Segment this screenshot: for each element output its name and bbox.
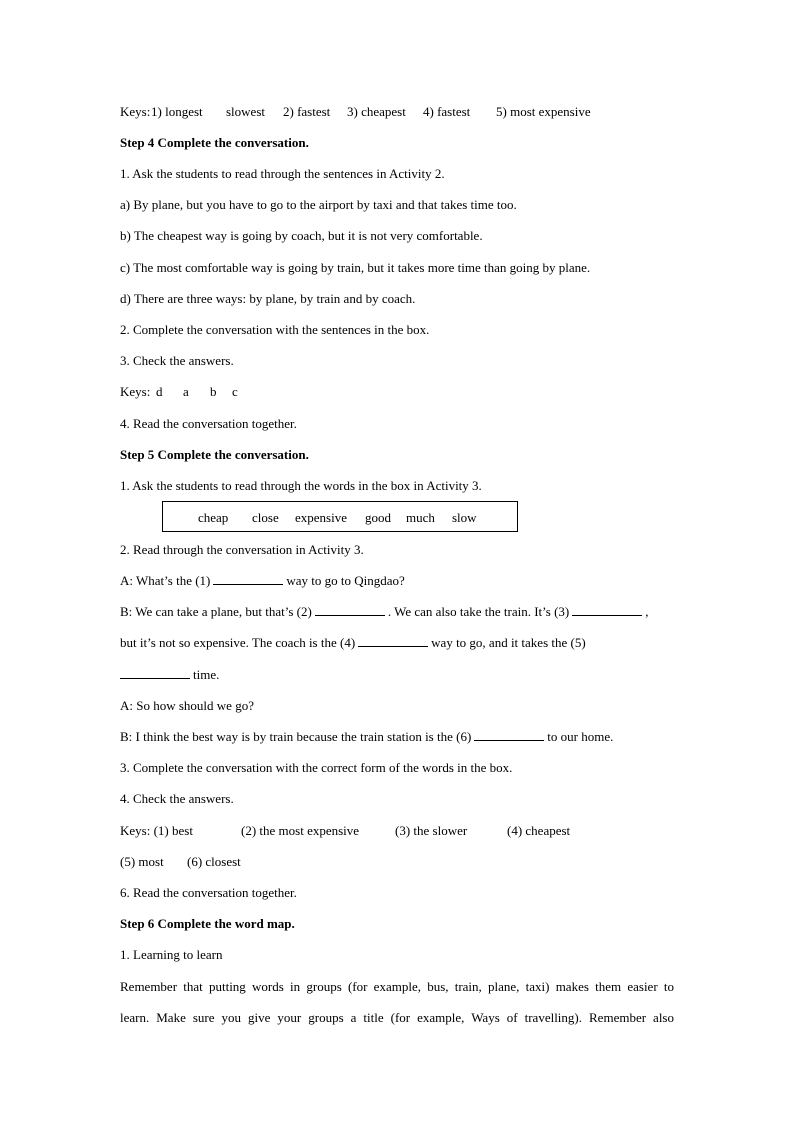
dialogue-text: B: I think the best way is by train because the train station is the (6) [120, 729, 472, 744]
step6-paragraph-line2: learn. Make sure you give your groups a title (for example, Ways of travelling). Remember also [120, 1010, 674, 1025]
word-good: good [365, 510, 391, 525]
key-c: c [232, 384, 238, 399]
step4-item-2: 2. Complete the conversation with the sentences in the box. [120, 322, 430, 337]
dialogue-b2 [120, 635, 674, 651]
step6-item-1: 1. Learning to learn [120, 947, 223, 962]
step5-item-4: 4. Check the answers. [120, 791, 234, 806]
dialogue-b3 [120, 667, 674, 683]
dialogue-b1 [120, 604, 674, 620]
blank-3 [572, 604, 642, 616]
dialogue-text: way to go, and it takes the (5) [431, 635, 586, 650]
step5-item-6: 6. Read the conversation together. [120, 885, 297, 900]
key-text: (3) the slower [395, 823, 468, 838]
step4-item-b: b) The cheapest way is going by coach, but it is not very comfortable. [120, 228, 483, 243]
dialogue-text: way to go to Qingdao? [286, 573, 405, 588]
dialogue-text: B: We can take a plane, but that’s (2) [120, 604, 312, 619]
key-3: 3) cheapest [347, 104, 406, 119]
key-b: b [210, 384, 217, 399]
step4-item-1: 1. Ask the students to read through the sentences in Activity 2. [120, 166, 445, 181]
keys-label: Keys: [120, 104, 151, 119]
key-text: (4) cheapest [507, 823, 571, 838]
word-expensive: expensive [295, 510, 347, 525]
step4-keys [120, 384, 674, 400]
word-much: much [406, 510, 435, 525]
step4-item-c: c) The most comfortable way is going by train, but it takes more time than going by plane. [120, 260, 591, 275]
key-d: d [156, 384, 163, 399]
dialogue-text: time. [193, 667, 220, 682]
key-text: (6) closest [187, 854, 241, 869]
blank-1 [213, 573, 283, 585]
step4-item-d: d) There are three ways: by plane, by train and by coach. [120, 291, 416, 306]
dialogue-text: , [645, 604, 649, 619]
word-close: close [252, 510, 279, 525]
step5-item-2: 2. Read through the conversation in Activity 3. [120, 542, 364, 557]
step4-heading: Step 4 Complete the conversation. [120, 135, 309, 150]
keys-line-step3 [120, 104, 674, 120]
step5-item-1: 1. Ask the students to read through the words in the box in Activity 3. [120, 478, 482, 493]
key-4: 4) fastest [423, 104, 471, 119]
word-slow: slow [452, 510, 477, 525]
step5-heading: Step 5 Complete the conversation. [120, 447, 309, 462]
dialogue-text: . We can also take the train. It’s (3) [387, 604, 570, 619]
key-a: a [183, 384, 189, 399]
word-cheap: cheap [198, 510, 229, 525]
blank-4 [358, 635, 428, 647]
key-5: 5) most expensive [496, 104, 591, 119]
blank-2 [315, 604, 385, 616]
key-2: 2) fastest [283, 104, 331, 119]
dialogue-a1 [120, 573, 674, 589]
dialogue-a2: A: So how should we go? [120, 698, 254, 713]
blank-5 [120, 667, 190, 679]
keys-label: Keys: [120, 384, 151, 399]
dialogue-text: but it’s not so expensive. The coach is the (4) [120, 635, 356, 650]
key-text: (5) most [120, 854, 164, 869]
step5-item-3: 3. Complete the conversation with the correct form of the words in the box. [120, 760, 513, 775]
step4-item-3: 3. Check the answers. [120, 353, 234, 368]
key-1: 1) longest [151, 104, 203, 119]
dialogue-text: A: What’s the (1) [120, 573, 211, 588]
step5-keys-row2 [120, 854, 674, 870]
dialogue-b4 [120, 729, 674, 745]
step4-item-4: 4. Read the conversation together. [120, 416, 297, 431]
key-1b: slowest [226, 104, 265, 119]
word-box [162, 501, 518, 532]
key-text: (2) the most expensive [241, 823, 360, 838]
step4-item-a: a) By plane, but you have to go to the airport by taxi and that takes time too. [120, 197, 517, 212]
dialogue-text: to our home. [547, 729, 614, 744]
step6-heading: Step 6 Complete the word map. [120, 916, 295, 931]
blank-6 [474, 729, 544, 741]
step5-keys-row1 [120, 823, 674, 839]
step6-paragraph-line1: Remember that putting words in groups (for example, bus, train, plane, taxi) makes them easier to [120, 979, 674, 994]
key-text: Keys: (1) best [120, 823, 193, 838]
